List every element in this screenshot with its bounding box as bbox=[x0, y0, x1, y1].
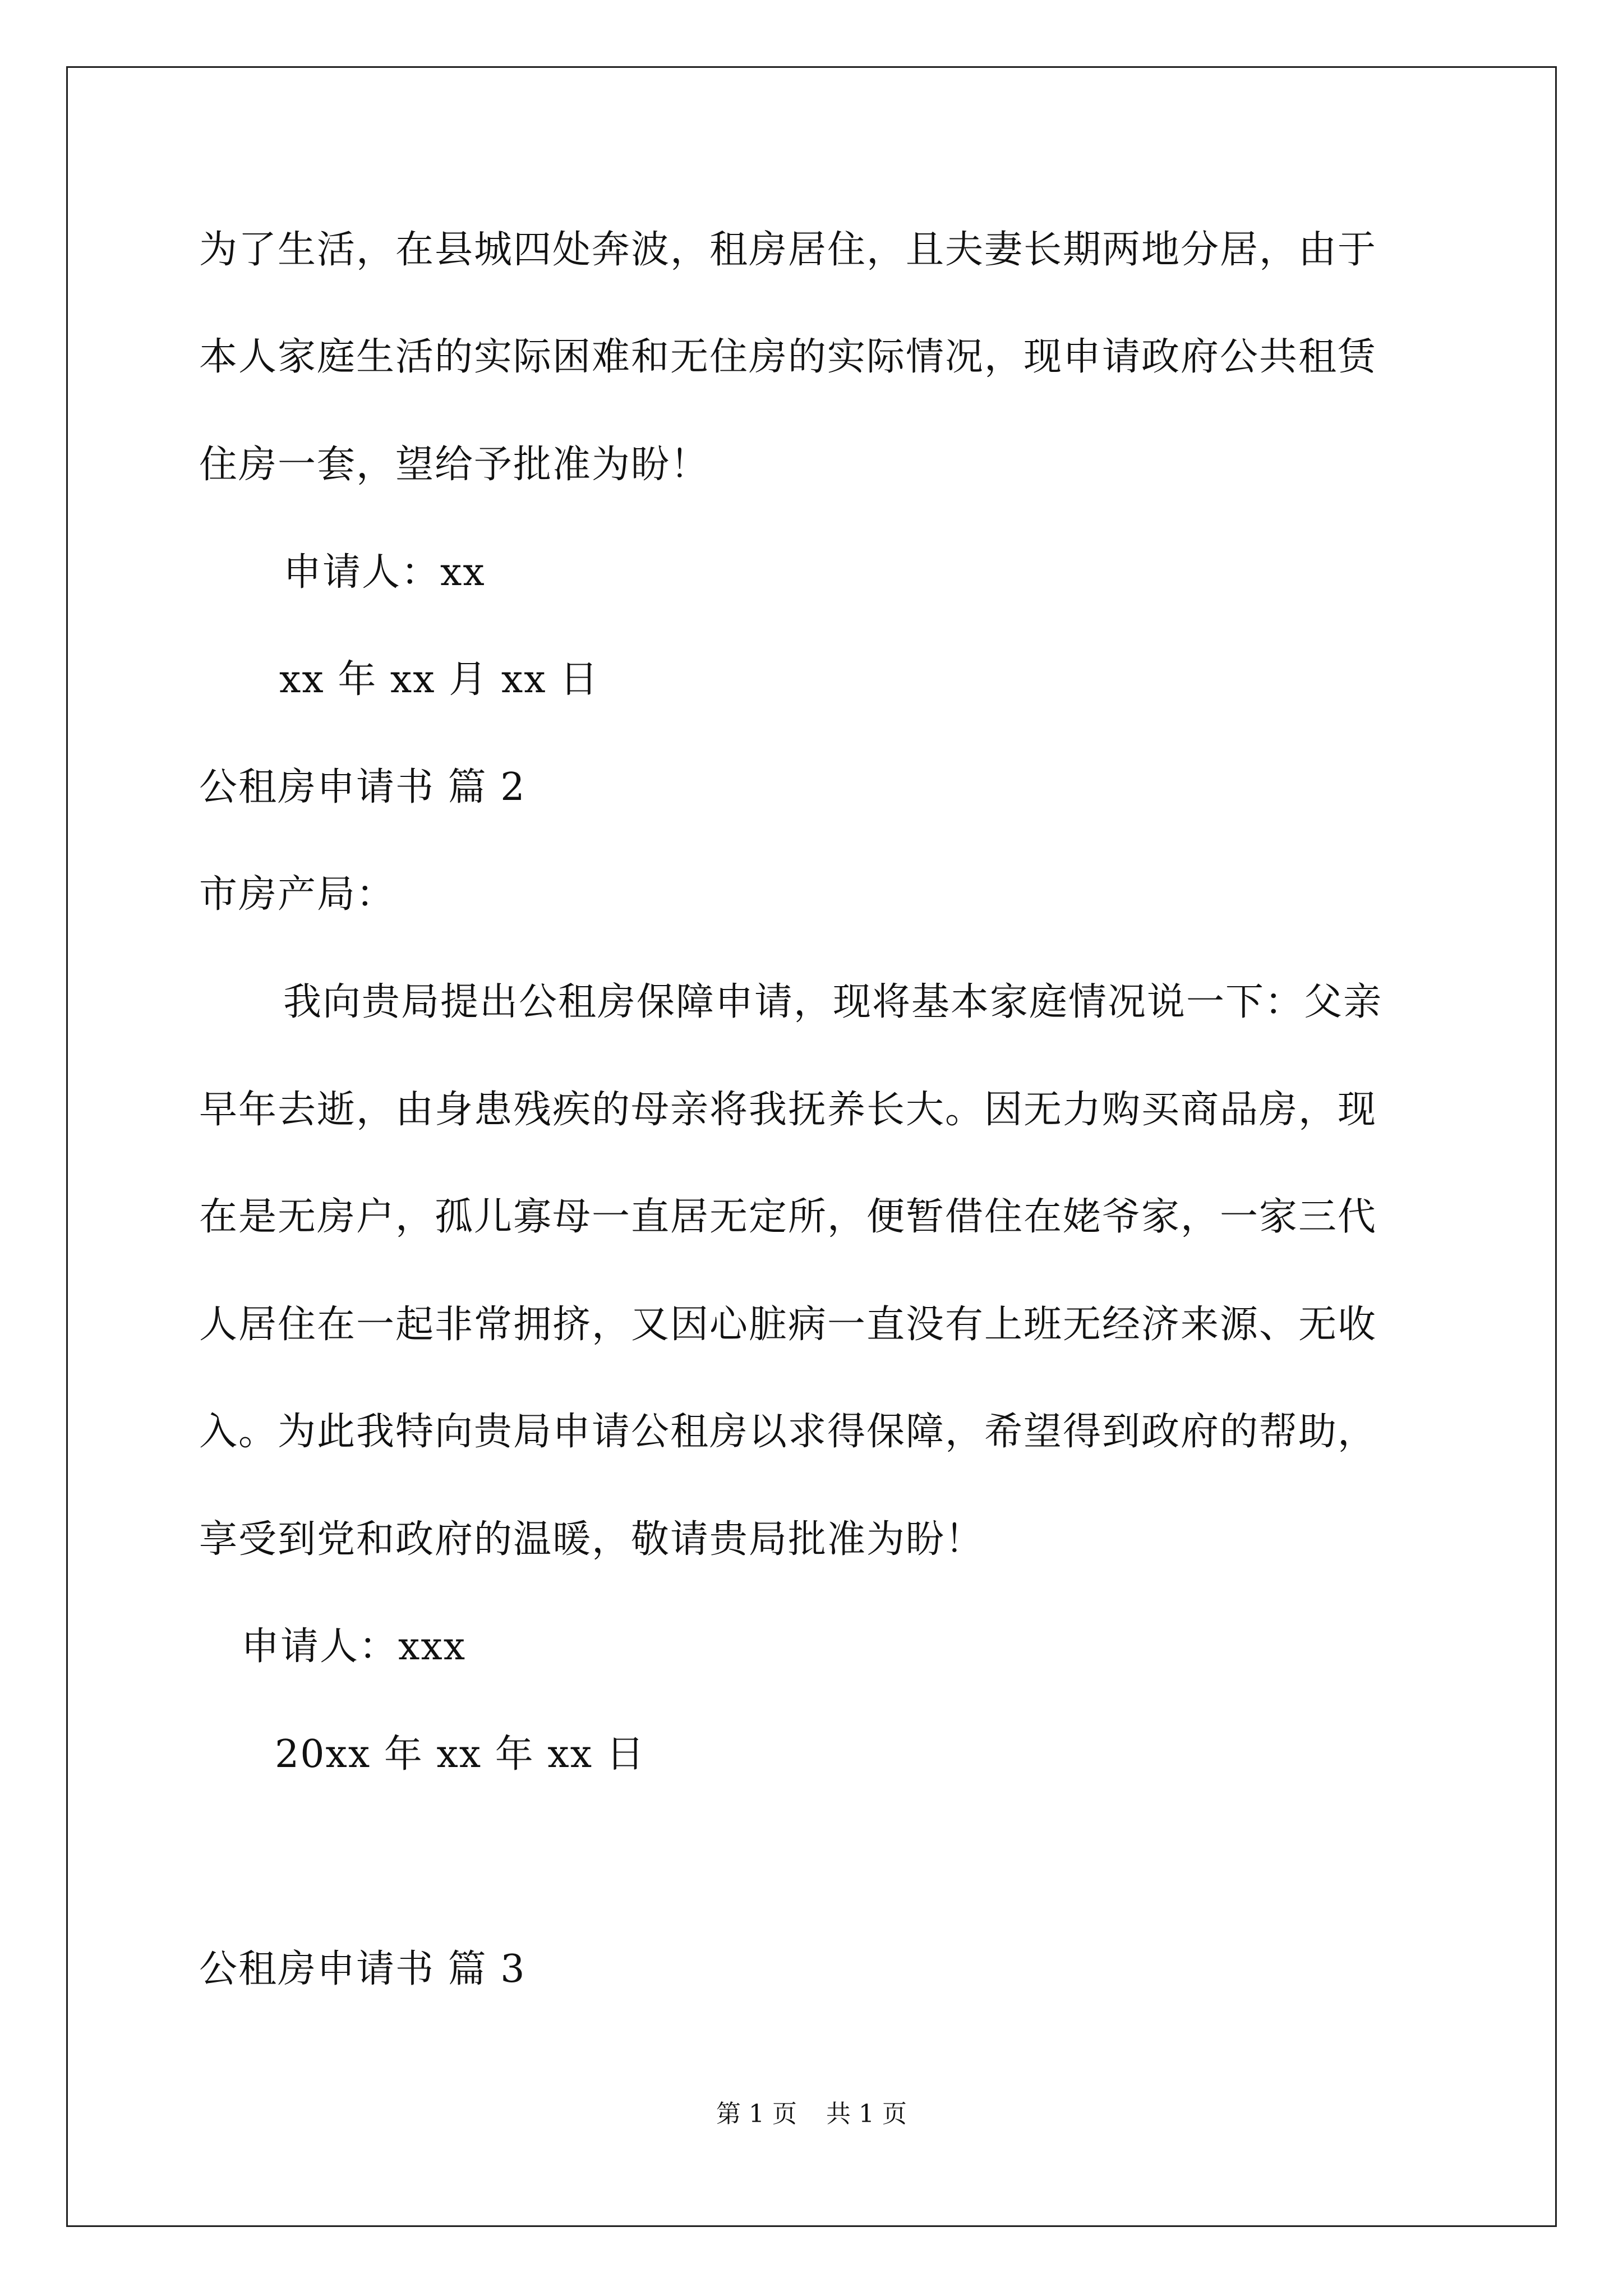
paragraph-line: 本人家庭生活的实际困难和无住房的实际情况，现申请政府公共租赁 bbox=[199, 335, 1377, 379]
page-number: 第 1 页 bbox=[716, 2100, 797, 2128]
recipient-salutation: 市房产局： bbox=[199, 872, 396, 917]
application-date: 20xx 年 xx 年 xx 日 bbox=[275, 1732, 645, 1777]
section-heading: 公租房申请书 篇 3 bbox=[199, 1947, 526, 1991]
paragraph-line: 为了生活，在县城四处奔波，租房居住，且夫妻长期两地分居，由于 bbox=[199, 228, 1377, 272]
paragraph-line: 入。为此我特向贵局申请公租房以求得保障，希望得到政府的帮助， bbox=[199, 1410, 1377, 1454]
page-total: 共 1 页 bbox=[826, 2100, 907, 2128]
paragraph-line: 在是无房户，孤儿寡母一直居无定所，便暂借住在姥爷家，一家三代 bbox=[199, 1195, 1377, 1239]
paragraph-line: 我向贵局提出公租房保障申请，现将基本家庭情况说一下：父亲 bbox=[283, 980, 1383, 1024]
paragraph-line: 早年去逝，由身患残疾的母亲将我抚养长大。因无力购买商品房，现 bbox=[199, 1088, 1377, 1132]
page-border bbox=[66, 66, 1557, 2227]
applicant-signature: 申请人：xxx bbox=[241, 1625, 467, 1669]
section-heading: 公租房申请书 篇 2 bbox=[199, 765, 526, 809]
paragraph-line: 享受到党和政府的温暖，敬请贵局批准为盼！ bbox=[199, 1517, 985, 1562]
paragraph-line: 人居住在一起非常拥挤，又因心脏病一直没有上班无经济来源、无收 bbox=[199, 1303, 1377, 1347]
page-footer bbox=[0, 2102, 1623, 2127]
application-date: xx 年 xx 月 xx 日 bbox=[279, 657, 600, 702]
paragraph-line: 住房一套，望给予批准为盼！ bbox=[199, 443, 710, 487]
applicant-signature: 申请人：xx bbox=[283, 550, 486, 595]
